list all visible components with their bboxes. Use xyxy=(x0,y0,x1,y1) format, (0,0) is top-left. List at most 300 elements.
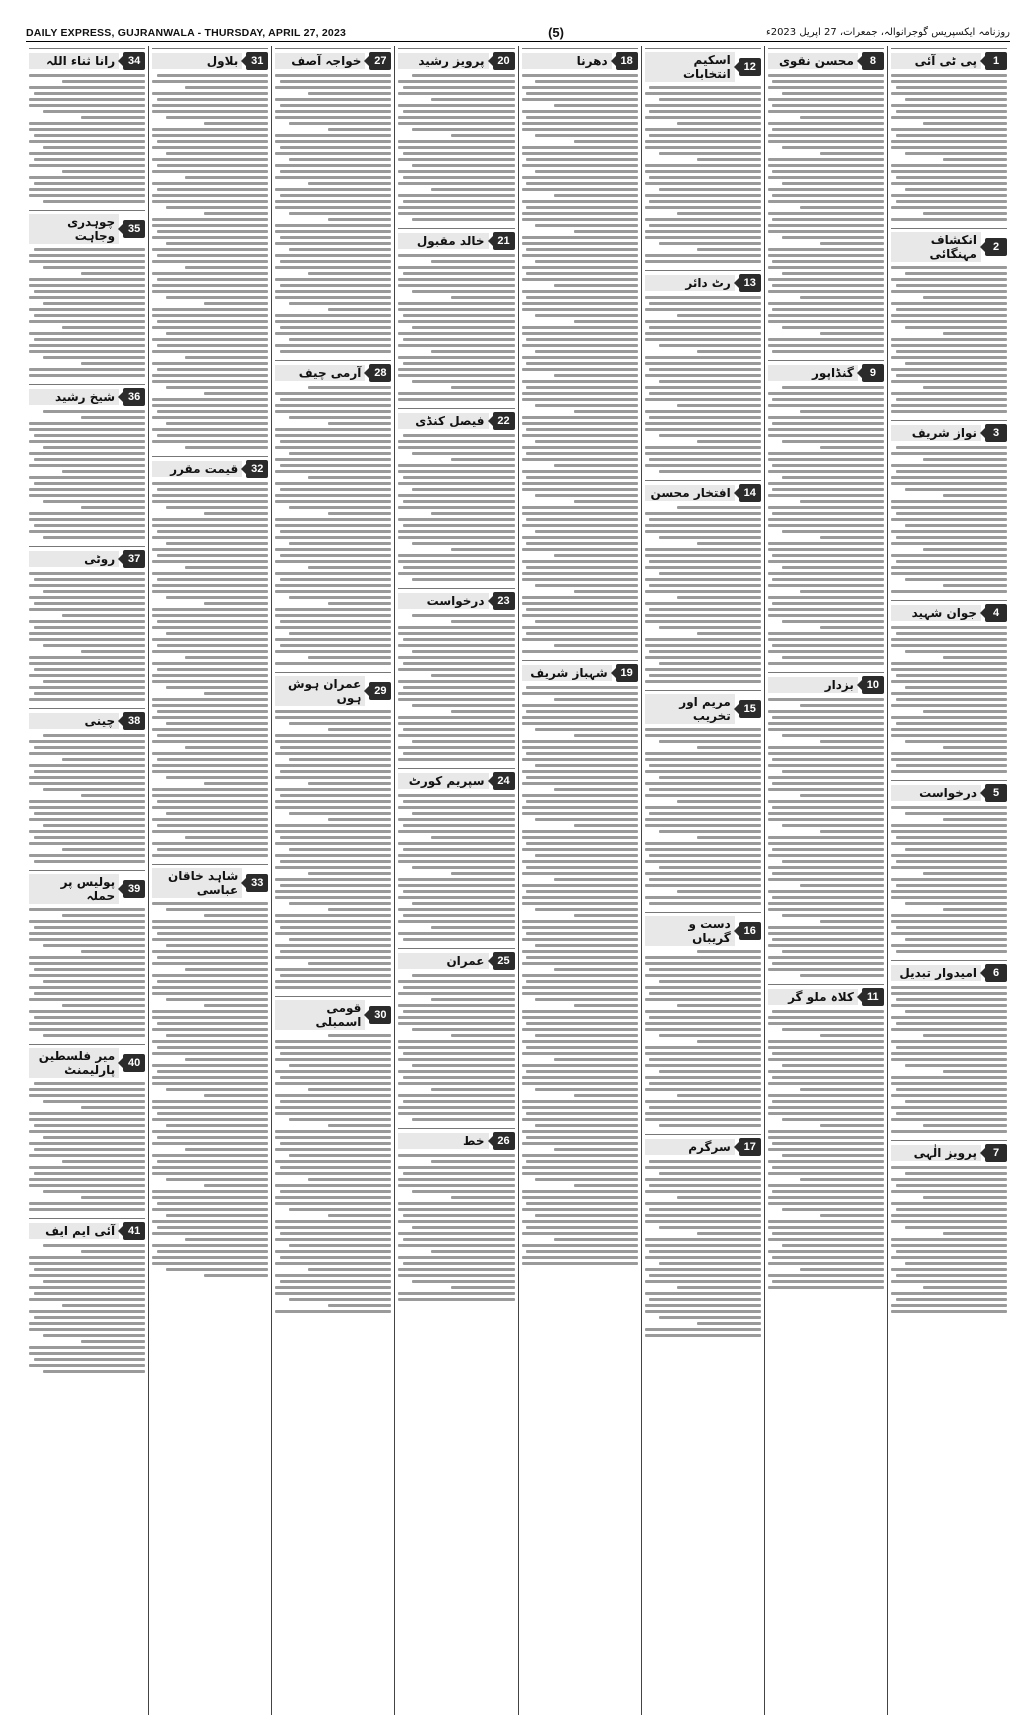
text-line xyxy=(526,452,637,455)
text-line xyxy=(768,98,884,101)
text-line xyxy=(152,704,268,707)
text-line xyxy=(431,260,515,263)
text-line xyxy=(645,1214,761,1217)
text-line xyxy=(645,446,761,449)
text-line xyxy=(280,1166,391,1169)
text-line xyxy=(896,836,1007,839)
text-line xyxy=(645,644,761,647)
text-line xyxy=(152,560,268,563)
text-line xyxy=(204,602,268,605)
text-line xyxy=(659,830,761,833)
text-line xyxy=(768,1286,884,1289)
text-line xyxy=(398,1016,514,1019)
text-line xyxy=(645,320,761,323)
text-line xyxy=(896,1046,1007,1049)
text-line xyxy=(772,872,883,875)
text-line xyxy=(166,506,268,509)
text-line xyxy=(166,542,268,545)
text-line xyxy=(398,668,514,671)
text-line xyxy=(526,1070,637,1073)
text-line xyxy=(398,992,514,995)
text-line xyxy=(526,182,637,185)
news-item xyxy=(29,1044,145,1212)
text-line xyxy=(29,254,145,257)
text-line xyxy=(34,1172,145,1175)
text-line xyxy=(800,794,884,797)
text-line xyxy=(645,374,761,377)
text-line xyxy=(34,668,145,671)
text-line xyxy=(152,1166,268,1169)
text-line xyxy=(782,326,884,329)
text-line xyxy=(768,1070,884,1073)
news-item-headline: رٹ دائر xyxy=(645,275,735,291)
text-line xyxy=(29,962,145,965)
text-line xyxy=(275,854,391,857)
text-line xyxy=(768,164,884,167)
text-line xyxy=(645,806,761,809)
text-line xyxy=(768,548,884,551)
text-line xyxy=(645,962,761,965)
text-line xyxy=(328,512,392,515)
text-line xyxy=(891,1130,1007,1133)
text-line xyxy=(275,446,391,449)
text-line xyxy=(891,1304,1007,1307)
news-item-number: 28 xyxy=(369,364,391,382)
text-line xyxy=(891,338,1007,341)
text-line xyxy=(645,146,761,149)
text-line xyxy=(275,434,391,437)
text-line xyxy=(522,986,638,989)
text-line xyxy=(412,74,514,77)
text-line xyxy=(820,446,884,449)
text-line xyxy=(29,932,145,935)
text-line xyxy=(152,1196,268,1199)
text-line xyxy=(289,1298,391,1301)
text-line xyxy=(905,812,1007,815)
text-line xyxy=(412,164,514,167)
text-line xyxy=(34,578,145,581)
text-line xyxy=(451,386,515,389)
text-line xyxy=(659,380,761,383)
text-line xyxy=(275,254,391,257)
text-line xyxy=(645,602,761,605)
text-line xyxy=(891,986,1007,989)
text-line xyxy=(157,368,268,371)
news-item-headline: درخواست xyxy=(891,785,981,801)
text-line xyxy=(891,866,1007,869)
text-line xyxy=(535,944,637,947)
text-line xyxy=(152,134,268,137)
text-line xyxy=(768,74,884,77)
text-line xyxy=(152,590,268,593)
text-line xyxy=(81,794,145,797)
text-line xyxy=(659,188,761,191)
news-column xyxy=(148,46,271,1715)
text-line xyxy=(522,1064,638,1067)
text-line xyxy=(645,818,761,821)
text-line xyxy=(280,530,391,533)
text-line xyxy=(896,398,1007,401)
text-line xyxy=(29,686,145,689)
text-line xyxy=(275,590,391,593)
text-line xyxy=(659,344,761,347)
text-line xyxy=(157,644,268,647)
text-line xyxy=(768,902,884,905)
text-line xyxy=(526,776,637,779)
text-line xyxy=(275,608,391,611)
text-line xyxy=(645,728,761,731)
text-line xyxy=(522,1106,638,1109)
news-item-headline: شیخ رشید xyxy=(29,389,119,405)
text-line xyxy=(398,392,514,395)
text-line xyxy=(768,866,884,869)
text-line xyxy=(280,926,391,929)
text-line xyxy=(412,1028,514,1031)
text-line xyxy=(152,374,268,377)
text-line xyxy=(522,638,638,641)
text-line xyxy=(412,974,514,977)
text-line xyxy=(275,920,391,923)
text-line xyxy=(204,1274,268,1277)
text-line xyxy=(891,1040,1007,1043)
text-line xyxy=(526,248,637,251)
news-item xyxy=(891,420,1007,594)
text-line xyxy=(29,674,145,677)
text-line xyxy=(275,278,391,281)
text-line xyxy=(772,80,883,83)
text-line xyxy=(768,314,884,317)
newspaper-columns xyxy=(26,46,1010,1715)
news-item-body xyxy=(768,385,884,666)
text-line xyxy=(403,728,514,731)
text-line xyxy=(152,272,268,275)
text-line xyxy=(43,944,145,947)
text-line xyxy=(677,596,761,599)
text-line xyxy=(782,1064,884,1067)
text-line xyxy=(398,104,514,107)
text-line xyxy=(891,80,1007,83)
text-line xyxy=(768,452,884,455)
text-line xyxy=(157,1226,268,1229)
text-line xyxy=(431,1160,515,1163)
news-item xyxy=(891,1140,1007,1314)
news-column xyxy=(271,46,394,1715)
text-line xyxy=(522,548,638,551)
masthead xyxy=(26,24,1010,42)
news-item-headline: قیمت مقرر xyxy=(152,461,242,477)
text-line xyxy=(412,488,514,491)
news-item-header xyxy=(398,768,514,790)
text-line xyxy=(772,848,883,851)
text-line xyxy=(649,878,760,881)
text-line xyxy=(412,650,514,653)
text-line xyxy=(905,1010,1007,1013)
text-line xyxy=(412,866,514,869)
text-line xyxy=(645,140,761,143)
text-line xyxy=(34,1268,145,1271)
news-item-number: 31 xyxy=(246,52,268,70)
news-item-headline: روٹی xyxy=(29,551,119,567)
text-line xyxy=(62,170,146,173)
text-line xyxy=(891,1244,1007,1247)
news-item-header xyxy=(522,48,638,70)
text-line xyxy=(403,1238,514,1241)
text-line xyxy=(896,884,1007,887)
text-line xyxy=(526,386,637,389)
text-line xyxy=(697,1322,761,1325)
text-line xyxy=(574,590,638,593)
text-line xyxy=(398,680,514,683)
text-line xyxy=(891,266,1007,269)
news-item xyxy=(275,360,391,666)
news-item xyxy=(29,210,145,378)
text-line xyxy=(152,728,268,731)
text-line xyxy=(62,1304,146,1307)
text-line xyxy=(398,440,514,443)
text-line xyxy=(29,1346,145,1349)
news-item-header xyxy=(891,48,1007,70)
text-line xyxy=(398,212,514,215)
text-line xyxy=(645,1190,761,1193)
text-line xyxy=(275,314,391,317)
text-line xyxy=(891,1220,1007,1223)
text-line xyxy=(152,1256,268,1259)
text-line xyxy=(645,218,761,221)
text-line xyxy=(522,836,638,839)
text-line xyxy=(649,326,760,329)
news-item-number: 35 xyxy=(123,220,145,238)
text-line xyxy=(157,410,268,413)
text-line xyxy=(772,1190,883,1193)
text-line xyxy=(152,842,268,845)
text-line xyxy=(645,1022,761,1025)
text-line xyxy=(905,848,1007,851)
text-line xyxy=(526,566,637,569)
text-line xyxy=(522,812,638,815)
text-line xyxy=(185,1238,269,1241)
text-line xyxy=(275,788,391,791)
text-line xyxy=(645,1310,761,1313)
news-item-number: 32 xyxy=(246,460,268,478)
text-line xyxy=(772,1010,883,1013)
text-line xyxy=(403,1172,514,1175)
news-item xyxy=(645,480,761,684)
text-line xyxy=(166,596,268,599)
text-line xyxy=(166,1214,268,1217)
text-line xyxy=(289,1208,391,1211)
text-line xyxy=(308,182,392,185)
text-line xyxy=(526,116,637,119)
text-line xyxy=(768,1040,884,1043)
text-line xyxy=(768,188,884,191)
text-line xyxy=(275,650,391,653)
text-line xyxy=(29,530,145,533)
text-line xyxy=(275,584,391,587)
text-line xyxy=(535,1178,637,1181)
news-item-body xyxy=(398,613,514,762)
text-line xyxy=(412,614,514,617)
text-line xyxy=(896,722,1007,725)
text-line xyxy=(896,860,1007,863)
news-item-header xyxy=(275,672,391,706)
text-line xyxy=(62,470,146,473)
text-line xyxy=(398,518,514,521)
text-line xyxy=(645,1328,761,1331)
text-line xyxy=(535,350,637,353)
text-line xyxy=(768,614,884,617)
text-line xyxy=(522,236,638,239)
text-line xyxy=(891,116,1007,119)
text-line xyxy=(43,536,145,539)
text-line xyxy=(43,356,145,359)
text-line xyxy=(34,860,145,863)
text-line xyxy=(943,1070,1007,1073)
text-line xyxy=(157,620,268,623)
news-item-header xyxy=(29,870,145,904)
text-line xyxy=(768,854,884,857)
text-line xyxy=(280,146,391,149)
text-line xyxy=(768,524,884,527)
news-item-headline: قومی اسمبلی xyxy=(275,1000,365,1030)
news-item-header xyxy=(891,600,1007,622)
text-line xyxy=(649,416,760,419)
text-line xyxy=(891,944,1007,947)
text-line xyxy=(204,512,268,515)
text-line xyxy=(431,998,515,1001)
news-item-body xyxy=(891,1165,1007,1314)
text-line xyxy=(280,1256,391,1259)
text-line xyxy=(29,1298,145,1301)
text-line xyxy=(522,974,638,977)
text-line xyxy=(398,1292,514,1295)
text-line xyxy=(152,764,268,767)
text-line xyxy=(157,488,268,491)
text-line xyxy=(157,278,268,281)
text-line xyxy=(152,284,268,287)
text-line xyxy=(81,650,145,653)
text-line xyxy=(891,464,1007,467)
text-line xyxy=(891,518,1007,521)
news-item-headline: انکشاف مہنگائی xyxy=(891,232,981,262)
text-line xyxy=(166,1178,268,1181)
text-line xyxy=(649,1058,760,1061)
text-line xyxy=(645,578,761,581)
text-line xyxy=(403,152,514,155)
news-item-headline: پرویز رشید xyxy=(398,53,488,69)
text-line xyxy=(820,1124,884,1127)
text-line xyxy=(645,566,761,569)
text-line xyxy=(645,512,761,515)
text-line xyxy=(659,1124,761,1127)
text-line xyxy=(677,1196,761,1199)
text-line xyxy=(522,758,638,761)
text-line xyxy=(34,992,145,995)
text-line xyxy=(328,908,392,911)
text-line xyxy=(772,464,883,467)
text-line xyxy=(649,1082,760,1085)
text-line xyxy=(403,1052,514,1055)
text-line xyxy=(649,458,760,461)
news-item-header xyxy=(398,228,514,250)
news-item-headline: آئی ایم ایف xyxy=(29,1223,119,1239)
text-line xyxy=(659,1070,761,1073)
text-line xyxy=(43,1136,145,1139)
news-item-body xyxy=(398,973,514,1122)
text-line xyxy=(204,914,268,917)
news-item-header xyxy=(891,780,1007,802)
text-line xyxy=(905,1064,1007,1067)
text-line xyxy=(772,1076,883,1079)
text-line xyxy=(398,1244,514,1247)
news-item xyxy=(522,660,638,1266)
text-line xyxy=(166,152,268,155)
text-line xyxy=(891,1106,1007,1109)
text-line xyxy=(280,950,391,953)
text-line xyxy=(526,842,637,845)
text-line xyxy=(820,536,884,539)
text-line xyxy=(649,764,760,767)
text-line xyxy=(398,536,514,539)
text-line xyxy=(526,956,637,959)
text-line xyxy=(905,938,1007,941)
text-line xyxy=(645,1076,761,1079)
text-line xyxy=(554,374,638,377)
text-line xyxy=(768,254,884,257)
text-line xyxy=(403,686,514,689)
text-line xyxy=(412,218,514,221)
text-line xyxy=(43,1100,145,1103)
text-line xyxy=(43,200,145,203)
text-line xyxy=(659,776,761,779)
text-line xyxy=(697,746,761,749)
news-item-headline: خالد مقبول xyxy=(398,233,488,249)
text-line xyxy=(29,1208,145,1211)
text-line xyxy=(412,452,514,455)
text-line xyxy=(152,200,268,203)
text-line xyxy=(645,164,761,167)
text-line xyxy=(526,92,637,95)
text-line xyxy=(289,1154,391,1157)
text-line xyxy=(157,932,268,935)
news-item-header xyxy=(768,672,884,694)
text-line xyxy=(152,158,268,161)
text-line xyxy=(649,1208,760,1211)
text-line xyxy=(275,1238,391,1241)
text-line xyxy=(34,602,145,605)
text-line xyxy=(275,1082,391,1085)
text-line xyxy=(659,662,761,665)
text-line xyxy=(34,458,145,461)
text-line xyxy=(522,722,638,725)
text-line xyxy=(398,1274,514,1277)
news-item-body xyxy=(152,481,268,858)
text-line xyxy=(923,548,1007,551)
text-line xyxy=(645,1268,761,1271)
text-line xyxy=(554,194,638,197)
text-line xyxy=(645,428,761,431)
text-line xyxy=(29,368,145,371)
text-line xyxy=(645,236,761,239)
text-line xyxy=(526,158,637,161)
text-line xyxy=(43,1370,145,1373)
text-line xyxy=(398,170,514,173)
text-line xyxy=(152,950,268,953)
text-line xyxy=(275,1058,391,1061)
text-line xyxy=(891,380,1007,383)
text-line xyxy=(820,332,884,335)
text-line xyxy=(29,494,145,497)
text-line xyxy=(34,1316,145,1319)
